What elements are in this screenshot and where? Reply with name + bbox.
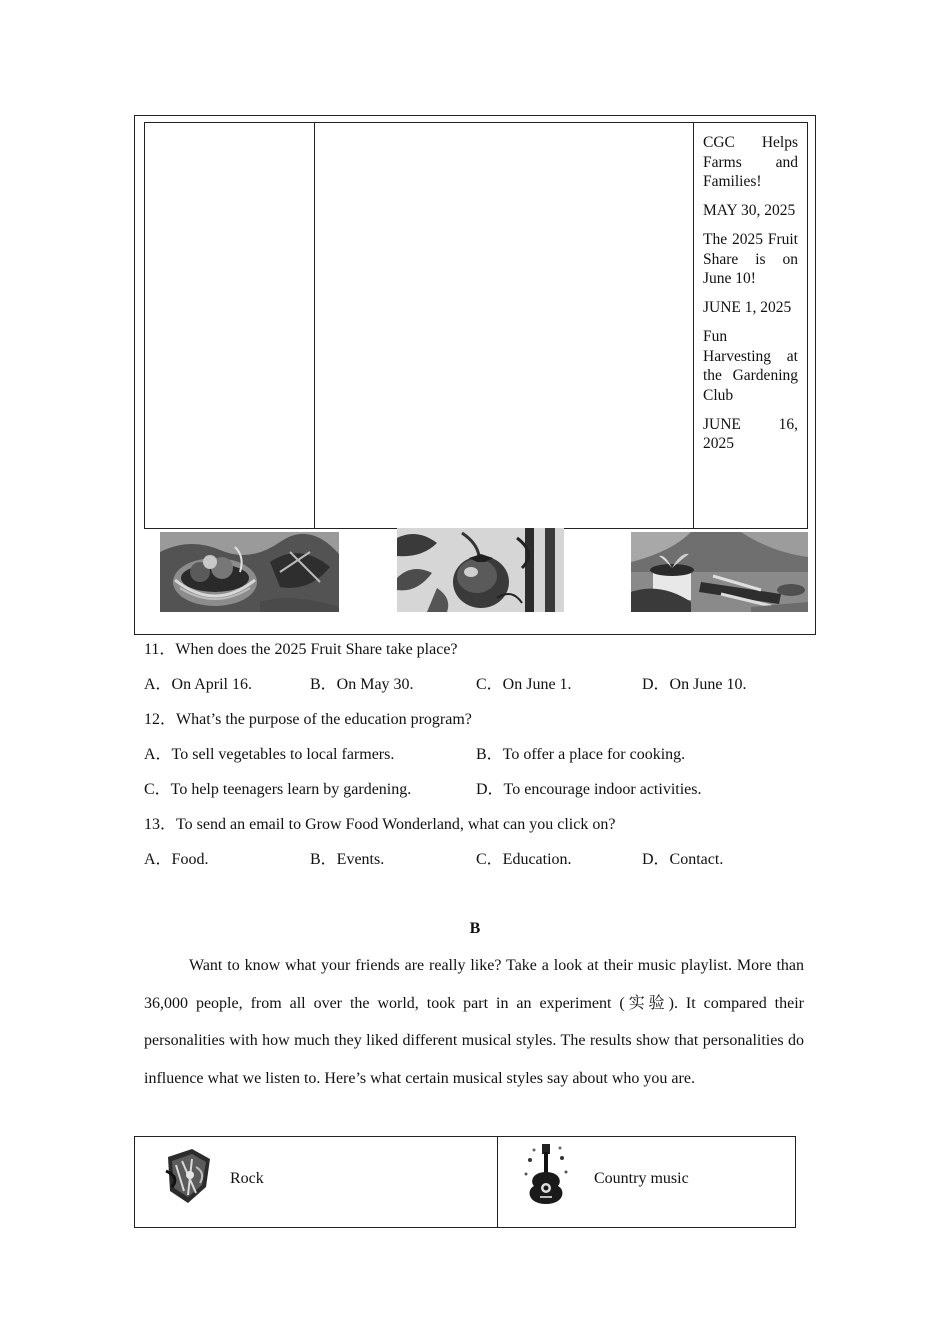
guitar-icon [520, 1142, 572, 1208]
reading-passage [144, 947, 804, 1097]
news-date: MAY 30, 2025 [703, 202, 796, 219]
answer-option[interactable]: A．Food. [144, 851, 209, 868]
news-headline[interactable]: CGC Helps Farms and Families! [703, 134, 798, 190]
answer-option[interactable]: B．To offer a place for cooking. [476, 746, 686, 763]
gardening-tools-photo [631, 532, 808, 612]
answer-option[interactable]: D．On June 10. [642, 676, 747, 693]
answer-option[interactable]: D．Contact. [642, 851, 724, 868]
question-stem: 11．When does the 2025 Fruit Share take place? [144, 641, 458, 658]
answer-option[interactable]: C．To help teenagers learn by gardening. [144, 781, 412, 798]
vegetable-basket-photo [160, 532, 339, 612]
section-heading: B [469, 920, 481, 937]
country-music-label: Country music [594, 1170, 689, 1187]
news-headline[interactable]: The 2025 Fruit Share is on June 10! [703, 231, 798, 287]
news-date: JUNE 16, 2025 [703, 415, 798, 452]
table-edge-mark [144, 528, 158, 529]
column-divider [693, 122, 694, 529]
news-date: JUNE 1, 2025 [703, 299, 792, 316]
answer-option[interactable]: C．On June 1. [476, 676, 572, 693]
news-sidebar [703, 133, 798, 463]
answer-option[interactable]: D．To encourage indoor activities. [476, 781, 702, 798]
answer-option[interactable]: B．Events. [310, 851, 385, 868]
answer-option[interactable]: C．Education. [476, 851, 572, 868]
answer-option[interactable]: B．On May 30. [310, 676, 414, 693]
question-stem: 13．To send an email to Grow Food Wonderland, what can you click on? [144, 816, 616, 833]
answer-option[interactable]: A．To sell vegetables to local farmers. [144, 746, 395, 763]
rock-music-icon [162, 1147, 214, 1205]
column-divider [497, 1136, 498, 1228]
answer-option[interactable]: A．On April 16. [144, 676, 253, 693]
rock-label: Rock [230, 1170, 264, 1187]
news-headline[interactable]: Fun Harvesting at the Gardening Club [703, 328, 798, 404]
question-stem: 12．What’s the purpose of the education program? [144, 711, 472, 728]
column-divider [314, 122, 315, 529]
tomato-plant-photo [397, 528, 564, 612]
passage-paragraph: Want to know what your friends are really like? Take a look at their music playlist. More than 36,000 people, from all over the world, took part in an experiment (实验). It compared their personalities with how much they liked different musical styles. The results show that personalities do influence what we listen to. Here’s what certain musical styles say about who you are. [144, 957, 804, 1087]
